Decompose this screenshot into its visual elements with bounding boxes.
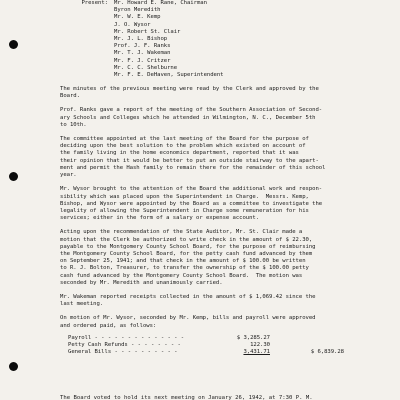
text-line: and ordered paid, as follows: — [60, 322, 157, 329]
punch-hole — [9, 172, 18, 181]
text-line: payable to the Montgomery County School Board, for the purpose of reimbursing — [60, 243, 316, 250]
text-line: Mr. Wakeman reported receipts collected in the amount of $ 1,069.42 since the — [60, 293, 316, 300]
text-line: The minutes of the previous meeting were read by the Clerk and approved by the — [60, 86, 319, 93]
text-line: legality of allowing the Superintendent in Charge some remuneration for his — [60, 207, 309, 214]
cutoff-line: The Board voted to hold its next meeting on January 26, 1942, at 7:30 P. M. — [60, 395, 313, 400]
text-line: sibility which was placed upon the Superintendent in Charge. Messrs. Kemp, — [60, 193, 309, 200]
text-line: motion that the Clerk be authorized to write check in the amount of $ 22.30, — [60, 236, 313, 243]
text-line: deciding upon the best solution to the problem which existed on account of — [60, 143, 306, 150]
attendee-name: Mr. F. J. Critzer — [114, 57, 171, 64]
text-line: Mr. Wysor brought to the attention of the Board the additional work and respon- — [60, 186, 323, 193]
punch-hole — [9, 40, 18, 49]
paragraph-committee-report — [60, 136, 396, 179]
text-line: the Montgomery County School Board, for the petty cash fund advanced by them — [60, 250, 313, 257]
paragraph-petty-cash-motion — [60, 229, 396, 287]
text-line: services; either in the form of a salary or expense account. — [60, 215, 260, 222]
minutes-text — [60, 0, 396, 356]
text-line: last meeting. — [60, 301, 104, 308]
text-line: Prof. Ranks gave a report of the meeting of the Southern Association of Second- — [60, 107, 323, 114]
finance-total — [270, 335, 344, 342]
attendee-name: Mr. F. E. DeHaven, Superintendent — [114, 71, 224, 78]
text-line: seconded by Mr. Meredith and unanimously carried. — [60, 279, 223, 286]
finance-label: General Bills - - - - - - - - - - — [68, 349, 178, 356]
finance-label: Petty Cash Refunds - - - - - - - - — [68, 341, 181, 348]
text-line: Board. — [60, 93, 80, 100]
paragraph-minutes-approval — [60, 86, 396, 100]
text-line: cash fund advanced by the Montgomery County School Board. The motion was — [60, 272, 303, 279]
attendee-name: Mr. W. E. Kemp — [114, 14, 161, 21]
finance-amount: 122.30 — [250, 341, 270, 348]
paragraph-bills-motion — [60, 315, 396, 329]
attendee-name: Mr. C. C. Shelburne — [114, 64, 178, 71]
attendee-name: Mr. T. J. Wakeman — [114, 50, 171, 57]
finance-row — [60, 335, 396, 342]
attendee-name: Byron Meredith — [114, 7, 161, 14]
punch-hole — [9, 362, 18, 371]
finance-row — [60, 349, 396, 356]
finance-table — [60, 335, 396, 357]
finance-row — [60, 342, 396, 349]
text-line: ment and permit the Hash family to remain there for the remainder of this school — [60, 164, 326, 171]
attendee-name: Mr. Robert St. Clair — [114, 28, 181, 35]
paragraph-receipts — [60, 294, 396, 308]
text-line: Acting upon the recommendation of the State Auditor, Mr. St. Clair made a — [60, 229, 303, 236]
attendee-list — [114, 0, 224, 79]
attendee-name: Prof. J. F. Ranks — [114, 43, 171, 50]
paragraph-association-report — [60, 107, 396, 129]
finance-amount: 3,431.71 — [243, 349, 270, 356]
text-line: ary Schools and Colleges which he attended in Wilmington, N. C., December 5th — [60, 114, 316, 121]
text-line: year. — [60, 172, 77, 179]
finance-amount: $ 3,285.27 — [236, 334, 270, 341]
text-line: On motion of Mr. Wysor, seconded by Mr. Kemp, bills and payroll were approved — [60, 315, 316, 322]
text-line: The committee appointed at the last meeting of the Board for the purpose of — [60, 136, 309, 143]
text-line: the family living in the home economics department, reported that it was — [60, 150, 299, 157]
attendance-block — [60, 0, 396, 79]
text-line: Bishop, and Wysor were appointed by the Board as a committee to investigate the — [60, 200, 323, 207]
text-line: their opinion that it would be better to put an outside stairway to the apart- — [60, 157, 319, 164]
text-line: to 10th. — [60, 121, 87, 128]
paragraph-superintendent — [60, 186, 396, 222]
text-line: to R. J. Bolton, Treasurer, to transfer the ownership of the $ 100.00 petty — [60, 265, 309, 272]
attendee-name: Mr. J. L. Bishop — [114, 35, 168, 42]
attendee-name: Mr. Howard E. Rane, Chairman — [114, 0, 207, 6]
attendee-name: J. O. Wysor — [114, 21, 151, 28]
text-line: on September 25, 1941; and that check in the amount of $ 100.00 be written — [60, 258, 306, 265]
finance-label: Payroll - - - - - - - - - - - - - - — [68, 334, 185, 341]
present-label: Present: — [81, 0, 108, 6]
finance-total: $ 6,839.28 — [310, 349, 344, 356]
finance-total — [270, 342, 344, 349]
